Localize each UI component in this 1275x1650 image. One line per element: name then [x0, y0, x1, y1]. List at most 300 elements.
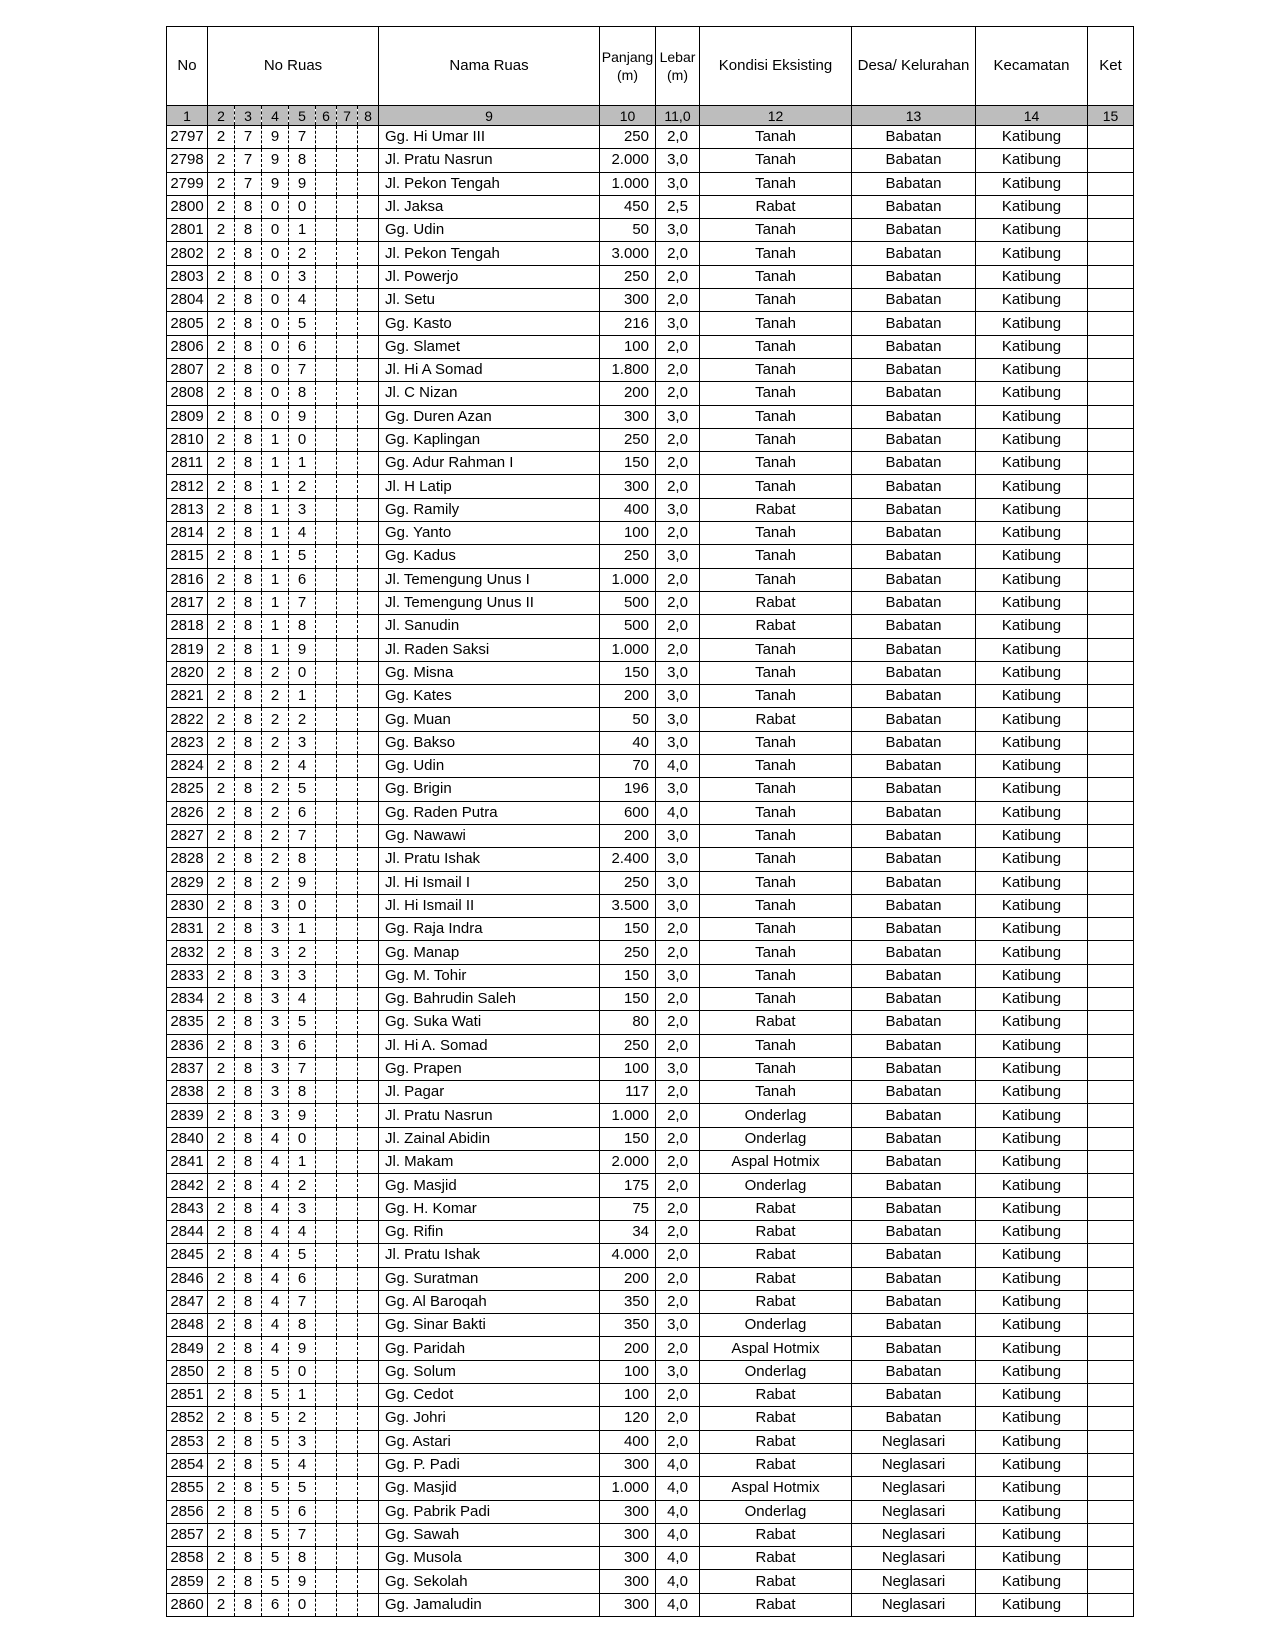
- cell-ket: [1088, 661, 1134, 684]
- cell-no: 2801: [167, 219, 208, 242]
- cell-panjang: 350: [600, 1314, 656, 1337]
- cell-no: 2847: [167, 1290, 208, 1313]
- cell-lebar: 3,0: [656, 824, 700, 847]
- cell-desa: Babatan: [852, 219, 976, 242]
- cell-ruas-digit: [316, 219, 337, 242]
- header-kecamatan: Kecamatan: [976, 27, 1088, 106]
- cell-nama-ruas: Gg. Bahrudin Saleh: [379, 987, 600, 1010]
- cell-kecamatan: Katibung: [976, 987, 1088, 1010]
- cell-ruas-digit: 9: [289, 638, 316, 661]
- cell-kecamatan: Katibung: [976, 335, 1088, 358]
- cell-kecamatan: Katibung: [976, 661, 1088, 684]
- cell-no: 2846: [167, 1267, 208, 1290]
- cell-ruas-digit: 8: [235, 1593, 262, 1616]
- cell-no: 2800: [167, 195, 208, 218]
- cell-ruas-digit: [316, 1407, 337, 1430]
- cell-panjang: 100: [600, 1384, 656, 1407]
- cell-ruas-digit: 8: [235, 265, 262, 288]
- cell-ruas-digit: 2: [208, 475, 235, 498]
- cell-ruas-digit: [358, 1384, 379, 1407]
- cell-desa: Babatan: [852, 964, 976, 987]
- cell-ket: [1088, 219, 1134, 242]
- cell-kecamatan: Katibung: [976, 265, 1088, 288]
- cell-ket: [1088, 475, 1134, 498]
- cell-panjang: 300: [600, 1500, 656, 1523]
- cell-ket: [1088, 778, 1134, 801]
- table-row: [167, 545, 1134, 568]
- cell-ruas-digit: 8: [235, 1174, 262, 1197]
- cell-ruas-digit: 3: [262, 1104, 289, 1127]
- cell-lebar: 2,0: [656, 242, 700, 265]
- cell-ruas-digit: 1: [262, 498, 289, 521]
- cell-panjang: 250: [600, 265, 656, 288]
- cell-desa: Babatan: [852, 894, 976, 917]
- cell-no: 2836: [167, 1034, 208, 1057]
- cell-no: 2837: [167, 1057, 208, 1080]
- cell-ruas-digit: 2: [208, 312, 235, 335]
- cell-lebar: 2,0: [656, 1407, 700, 1430]
- cell-no: 2826: [167, 801, 208, 824]
- cell-ruas-digit: [358, 918, 379, 941]
- cell-kondisi: Rabat: [700, 591, 852, 614]
- cell-no: 2825: [167, 778, 208, 801]
- cell-desa: Babatan: [852, 685, 976, 708]
- cell-ruas-digit: 8: [235, 778, 262, 801]
- cell-ruas-digit: 2: [208, 1011, 235, 1034]
- cell-ruas-digit: 2: [262, 731, 289, 754]
- cell-desa: Babatan: [852, 1220, 976, 1243]
- cell-ruas-digit: 4: [262, 1290, 289, 1313]
- cell-lebar: 2,0: [656, 475, 700, 498]
- cell-nama-ruas: Jl. Hi A. Somad: [379, 1034, 600, 1057]
- cell-kecamatan: Katibung: [976, 1081, 1088, 1104]
- cell-ruas-digit: 8: [235, 382, 262, 405]
- cell-nama-ruas: Jl. Setu: [379, 289, 600, 312]
- cell-ruas-digit: 2: [208, 661, 235, 684]
- cell-kondisi: Rabat: [700, 708, 852, 731]
- cell-panjang: 300: [600, 1523, 656, 1546]
- cell-ket: [1088, 568, 1134, 591]
- table-row: [167, 452, 1134, 475]
- cell-no: 2811: [167, 452, 208, 475]
- cell-nama-ruas: Gg. Kasto: [379, 312, 600, 335]
- cell-ket: [1088, 1360, 1134, 1383]
- cell-panjang: 250: [600, 941, 656, 964]
- cell-ruas-digit: [316, 1360, 337, 1383]
- cell-ruas-digit: [358, 1360, 379, 1383]
- cell-kecamatan: Katibung: [976, 1151, 1088, 1174]
- cell-ruas-digit: 2: [289, 1407, 316, 1430]
- cell-ruas-digit: [337, 1081, 358, 1104]
- cell-ruas-digit: 8: [235, 452, 262, 475]
- cell-ruas-digit: [337, 894, 358, 917]
- cell-ruas-digit: 8: [235, 1034, 262, 1057]
- cell-ruas-digit: [316, 661, 337, 684]
- cell-no: 2829: [167, 871, 208, 894]
- cell-ruas-digit: [358, 941, 379, 964]
- cell-desa: Babatan: [852, 1034, 976, 1057]
- cell-ruas-digit: [316, 1104, 337, 1127]
- cell-ruas-digit: 2: [208, 1104, 235, 1127]
- cell-lebar: 2,0: [656, 1034, 700, 1057]
- cell-ruas-digit: 5: [262, 1453, 289, 1476]
- cell-ruas-digit: 2: [208, 848, 235, 871]
- table-row: [167, 522, 1134, 545]
- cell-desa: Babatan: [852, 1267, 976, 1290]
- header-kondisi: Kondisi Eksisting: [700, 27, 852, 106]
- cell-kecamatan: Katibung: [976, 1337, 1088, 1360]
- cell-ruas-digit: 3: [289, 731, 316, 754]
- cell-ruas-digit: 0: [262, 219, 289, 242]
- cell-ket: [1088, 1127, 1134, 1150]
- cell-lebar: 2,0: [656, 1081, 700, 1104]
- cell-ket: [1088, 755, 1134, 778]
- cell-ket: [1088, 1057, 1134, 1080]
- cell-ket: [1088, 1500, 1134, 1523]
- cell-ruas-digit: [337, 1360, 358, 1383]
- cell-kecamatan: Katibung: [976, 1407, 1088, 1430]
- cell-kondisi: Rabat: [700, 1384, 852, 1407]
- cell-no: 2810: [167, 428, 208, 451]
- cell-kondisi: Tanah: [700, 172, 852, 195]
- cell-ruas-digit: [316, 335, 337, 358]
- cell-ruas-digit: 3: [289, 1197, 316, 1220]
- cell-kondisi: Onderlag: [700, 1314, 852, 1337]
- cell-desa: Babatan: [852, 1011, 976, 1034]
- cell-ruas-digit: [316, 731, 337, 754]
- cell-kondisi: Rabat: [700, 1267, 852, 1290]
- cell-panjang: 1.000: [600, 172, 656, 195]
- cell-ruas-digit: [316, 1337, 337, 1360]
- cell-panjang: 300: [600, 475, 656, 498]
- cell-nama-ruas: Jl. Temengung Unus II: [379, 591, 600, 614]
- cell-ruas-digit: 2: [262, 848, 289, 871]
- cell-no: 2820: [167, 661, 208, 684]
- table-row: [167, 1197, 1134, 1220]
- cell-lebar: 2,0: [656, 941, 700, 964]
- cell-lebar: 4,0: [656, 1477, 700, 1500]
- cell-panjang: 100: [600, 1057, 656, 1080]
- table-row: [167, 1314, 1134, 1337]
- cell-ruas-digit: 2: [208, 1477, 235, 1500]
- cell-ruas-digit: 9: [262, 172, 289, 195]
- cell-no: 2840: [167, 1127, 208, 1150]
- cell-panjang: 500: [600, 615, 656, 638]
- cell-ket: [1088, 1477, 1134, 1500]
- header-nama-ruas: Nama Ruas: [379, 27, 600, 106]
- cell-desa: Babatan: [852, 428, 976, 451]
- cell-ruas-digit: 8: [235, 1011, 262, 1034]
- cell-kondisi: Tanah: [700, 289, 852, 312]
- cell-ruas-digit: 2: [208, 1593, 235, 1616]
- cell-ruas-digit: 3: [262, 1034, 289, 1057]
- cell-desa: Babatan: [852, 1384, 976, 1407]
- cell-ket: [1088, 1267, 1134, 1290]
- table-row: [167, 894, 1134, 917]
- cell-no: 2817: [167, 591, 208, 614]
- cell-no: 2858: [167, 1547, 208, 1570]
- cell-nama-ruas: Gg. Solum: [379, 1360, 600, 1383]
- cell-no: 2799: [167, 172, 208, 195]
- cell-ruas-digit: 2: [262, 755, 289, 778]
- cell-ket: [1088, 1174, 1134, 1197]
- cell-kondisi: Aspal Hotmix: [700, 1477, 852, 1500]
- cell-ruas-digit: [316, 1290, 337, 1313]
- cell-ruas-digit: [337, 1593, 358, 1616]
- table-row: [167, 149, 1134, 172]
- cell-lebar: 3,0: [656, 498, 700, 521]
- cell-ruas-digit: 5: [262, 1500, 289, 1523]
- cell-desa: Babatan: [852, 801, 976, 824]
- cell-kecamatan: Katibung: [976, 615, 1088, 638]
- cell-ruas-digit: [337, 731, 358, 754]
- cell-ruas-digit: 0: [289, 1360, 316, 1383]
- cell-panjang: 400: [600, 1430, 656, 1453]
- cell-ruas-digit: 1: [262, 545, 289, 568]
- cell-ruas-digit: [316, 1523, 337, 1546]
- cell-kecamatan: Katibung: [976, 755, 1088, 778]
- cell-nama-ruas: Jl. Pratu Nasrun: [379, 1104, 600, 1127]
- cell-ruas-digit: 2: [208, 498, 235, 521]
- cell-ruas-digit: 1: [289, 685, 316, 708]
- cell-lebar: 2,0: [656, 1430, 700, 1453]
- cell-ruas-digit: [358, 358, 379, 381]
- cell-ruas-digit: 8: [235, 358, 262, 381]
- cell-desa: Neglasari: [852, 1593, 976, 1616]
- cell-ket: [1088, 1547, 1134, 1570]
- cell-desa: Babatan: [852, 638, 976, 661]
- column-number: 7: [337, 106, 358, 126]
- cell-kecamatan: Katibung: [976, 312, 1088, 335]
- cell-ruas-digit: [358, 987, 379, 1010]
- table-row: [167, 1593, 1134, 1616]
- cell-ruas-digit: 4: [289, 987, 316, 1010]
- cell-ruas-digit: 4: [262, 1337, 289, 1360]
- cell-ruas-digit: [316, 1151, 337, 1174]
- cell-ruas-digit: [337, 871, 358, 894]
- cell-nama-ruas: Jl. Pekon Tengah: [379, 172, 600, 195]
- cell-nama-ruas: Jl. Raden Saksi: [379, 638, 600, 661]
- cell-ruas-digit: 8: [235, 289, 262, 312]
- cell-ruas-digit: 2: [208, 615, 235, 638]
- cell-ruas-digit: [316, 824, 337, 847]
- cell-ruas-digit: 0: [289, 894, 316, 917]
- cell-desa: Babatan: [852, 242, 976, 265]
- cell-ruas-digit: 4: [289, 1220, 316, 1243]
- cell-kecamatan: Katibung: [976, 1453, 1088, 1476]
- cell-nama-ruas: Gg. Jamaludin: [379, 1593, 600, 1616]
- table-row: [167, 708, 1134, 731]
- cell-kecamatan: Katibung: [976, 568, 1088, 591]
- cell-ruas-digit: [316, 312, 337, 335]
- cell-nama-ruas: Gg. Adur Rahman I: [379, 452, 600, 475]
- cell-nama-ruas: Gg. Udin: [379, 219, 600, 242]
- cell-nama-ruas: Gg. Astari: [379, 1430, 600, 1453]
- cell-ruas-digit: 8: [235, 1360, 262, 1383]
- cell-ruas-digit: [316, 149, 337, 172]
- cell-nama-ruas: Gg. Suratman: [379, 1267, 600, 1290]
- cell-nama-ruas: Gg. Bakso: [379, 731, 600, 754]
- cell-panjang: 250: [600, 428, 656, 451]
- cell-kecamatan: Katibung: [976, 1220, 1088, 1243]
- cell-ruas-digit: 0: [262, 405, 289, 428]
- cell-lebar: 3,0: [656, 1057, 700, 1080]
- cell-no: 2816: [167, 568, 208, 591]
- cell-ruas-digit: 7: [235, 126, 262, 149]
- cell-lebar: 2,0: [656, 1127, 700, 1150]
- cell-ruas-digit: [337, 428, 358, 451]
- cell-kondisi: Onderlag: [700, 1127, 852, 1150]
- cell-ruas-digit: 7: [289, 358, 316, 381]
- cell-ruas-digit: [358, 1314, 379, 1337]
- cell-kecamatan: Katibung: [976, 1547, 1088, 1570]
- cell-ket: [1088, 335, 1134, 358]
- cell-ruas-digit: [358, 1290, 379, 1313]
- cell-ruas-digit: 8: [235, 615, 262, 638]
- cell-ruas-digit: [337, 1244, 358, 1267]
- cell-ruas-digit: [316, 428, 337, 451]
- cell-lebar: 3,0: [656, 405, 700, 428]
- header-no-ruas: No Ruas: [208, 27, 379, 106]
- cell-kecamatan: Katibung: [976, 289, 1088, 312]
- cell-lebar: 2,0: [656, 1290, 700, 1313]
- cell-ruas-digit: [316, 894, 337, 917]
- cell-ruas-digit: [316, 242, 337, 265]
- cell-lebar: 2,0: [656, 265, 700, 288]
- cell-ruas-digit: 1: [289, 918, 316, 941]
- cell-ruas-digit: [358, 545, 379, 568]
- cell-ruas-digit: [337, 149, 358, 172]
- table-row: [167, 1407, 1134, 1430]
- table-row: [167, 265, 1134, 288]
- cell-desa: Babatan: [852, 1290, 976, 1313]
- cell-nama-ruas: Jl. Makam: [379, 1151, 600, 1174]
- cell-ruas-digit: 5: [289, 1477, 316, 1500]
- cell-ruas-digit: 2: [208, 428, 235, 451]
- cell-kecamatan: Katibung: [976, 358, 1088, 381]
- cell-lebar: 4,0: [656, 801, 700, 824]
- cell-ket: [1088, 405, 1134, 428]
- cell-no: 2798: [167, 149, 208, 172]
- cell-lebar: 2,0: [656, 591, 700, 614]
- cell-no: 2857: [167, 1523, 208, 1546]
- cell-ruas-digit: [358, 149, 379, 172]
- cell-ruas-digit: [358, 708, 379, 731]
- cell-ruas-digit: [337, 1174, 358, 1197]
- cell-ruas-digit: [358, 568, 379, 591]
- cell-ruas-digit: [316, 1174, 337, 1197]
- cell-desa: Babatan: [852, 1151, 976, 1174]
- cell-nama-ruas: Gg. H. Komar: [379, 1197, 600, 1220]
- cell-ruas-digit: [337, 1453, 358, 1476]
- cell-kecamatan: Katibung: [976, 1430, 1088, 1453]
- table-row: [167, 312, 1134, 335]
- cell-ruas-digit: 1: [289, 1151, 316, 1174]
- cell-desa: Babatan: [852, 1174, 976, 1197]
- cell-ruas-digit: [358, 1151, 379, 1174]
- cell-panjang: 200: [600, 685, 656, 708]
- table-row: [167, 1453, 1134, 1476]
- cell-panjang: 300: [600, 1570, 656, 1593]
- cell-kecamatan: Katibung: [976, 428, 1088, 451]
- header-lebar-label: Lebar: [659, 49, 696, 65]
- cell-kondisi: Rabat: [700, 195, 852, 218]
- cell-ket: [1088, 382, 1134, 405]
- cell-ruas-digit: [337, 498, 358, 521]
- cell-ruas-digit: [316, 475, 337, 498]
- cell-lebar: 3,0: [656, 871, 700, 894]
- cell-kondisi: Onderlag: [700, 1174, 852, 1197]
- cell-nama-ruas: Gg. Sekolah: [379, 1570, 600, 1593]
- cell-no: 2843: [167, 1197, 208, 1220]
- column-number: 15: [1088, 106, 1134, 126]
- cell-kecamatan: Katibung: [976, 1360, 1088, 1383]
- cell-ruas-digit: 3: [262, 964, 289, 987]
- cell-ket: [1088, 638, 1134, 661]
- cell-lebar: 2,0: [656, 987, 700, 1010]
- cell-panjang: 3.000: [600, 242, 656, 265]
- cell-ruas-digit: 7: [289, 1290, 316, 1313]
- cell-nama-ruas: Gg. P. Padi: [379, 1453, 600, 1476]
- cell-no: 2832: [167, 941, 208, 964]
- cell-kecamatan: Katibung: [976, 685, 1088, 708]
- cell-ruas-digit: 5: [289, 1244, 316, 1267]
- cell-ruas-digit: [358, 638, 379, 661]
- cell-kondisi: Rabat: [700, 1523, 852, 1546]
- cell-ruas-digit: 0: [262, 335, 289, 358]
- cell-ruas-digit: 1: [262, 615, 289, 638]
- cell-ruas-digit: [337, 1290, 358, 1313]
- cell-ruas-digit: [316, 941, 337, 964]
- cell-desa: Neglasari: [852, 1453, 976, 1476]
- cell-lebar: 2,0: [656, 289, 700, 312]
- cell-ruas-digit: 4: [262, 1174, 289, 1197]
- cell-lebar: 2,0: [656, 568, 700, 591]
- cell-lebar: 2,0: [656, 428, 700, 451]
- cell-ruas-digit: 2: [208, 708, 235, 731]
- cell-ruas-digit: [337, 1057, 358, 1080]
- cell-panjang: 2.000: [600, 1151, 656, 1174]
- cell-ruas-digit: [358, 289, 379, 312]
- cell-desa: Babatan: [852, 452, 976, 475]
- cell-panjang: 300: [600, 1453, 656, 1476]
- cell-ruas-digit: [358, 1057, 379, 1080]
- cell-panjang: 450: [600, 195, 656, 218]
- cell-ruas-digit: 2: [208, 1407, 235, 1430]
- cell-desa: Neglasari: [852, 1570, 976, 1593]
- table-row: [167, 1523, 1134, 1546]
- cell-desa: Babatan: [852, 1244, 976, 1267]
- table-row: [167, 498, 1134, 521]
- cell-ruas-digit: 2: [208, 1290, 235, 1313]
- cell-lebar: 3,0: [656, 848, 700, 871]
- cell-ruas-digit: 8: [235, 522, 262, 545]
- cell-ruas-digit: [337, 1314, 358, 1337]
- cell-panjang: 4.000: [600, 1244, 656, 1267]
- cell-ruas-digit: [316, 358, 337, 381]
- cell-ket: [1088, 522, 1134, 545]
- table-body: [167, 126, 1134, 1617]
- cell-kondisi: Tanah: [700, 126, 852, 149]
- cell-kondisi: Tanah: [700, 219, 852, 242]
- cell-ruas-digit: 7: [289, 1057, 316, 1080]
- cell-lebar: 2,5: [656, 195, 700, 218]
- header-panjang-unit: (m): [617, 67, 638, 83]
- cell-desa: Neglasari: [852, 1523, 976, 1546]
- cell-ruas-digit: [316, 1477, 337, 1500]
- cell-desa: Babatan: [852, 615, 976, 638]
- cell-no: 2860: [167, 1593, 208, 1616]
